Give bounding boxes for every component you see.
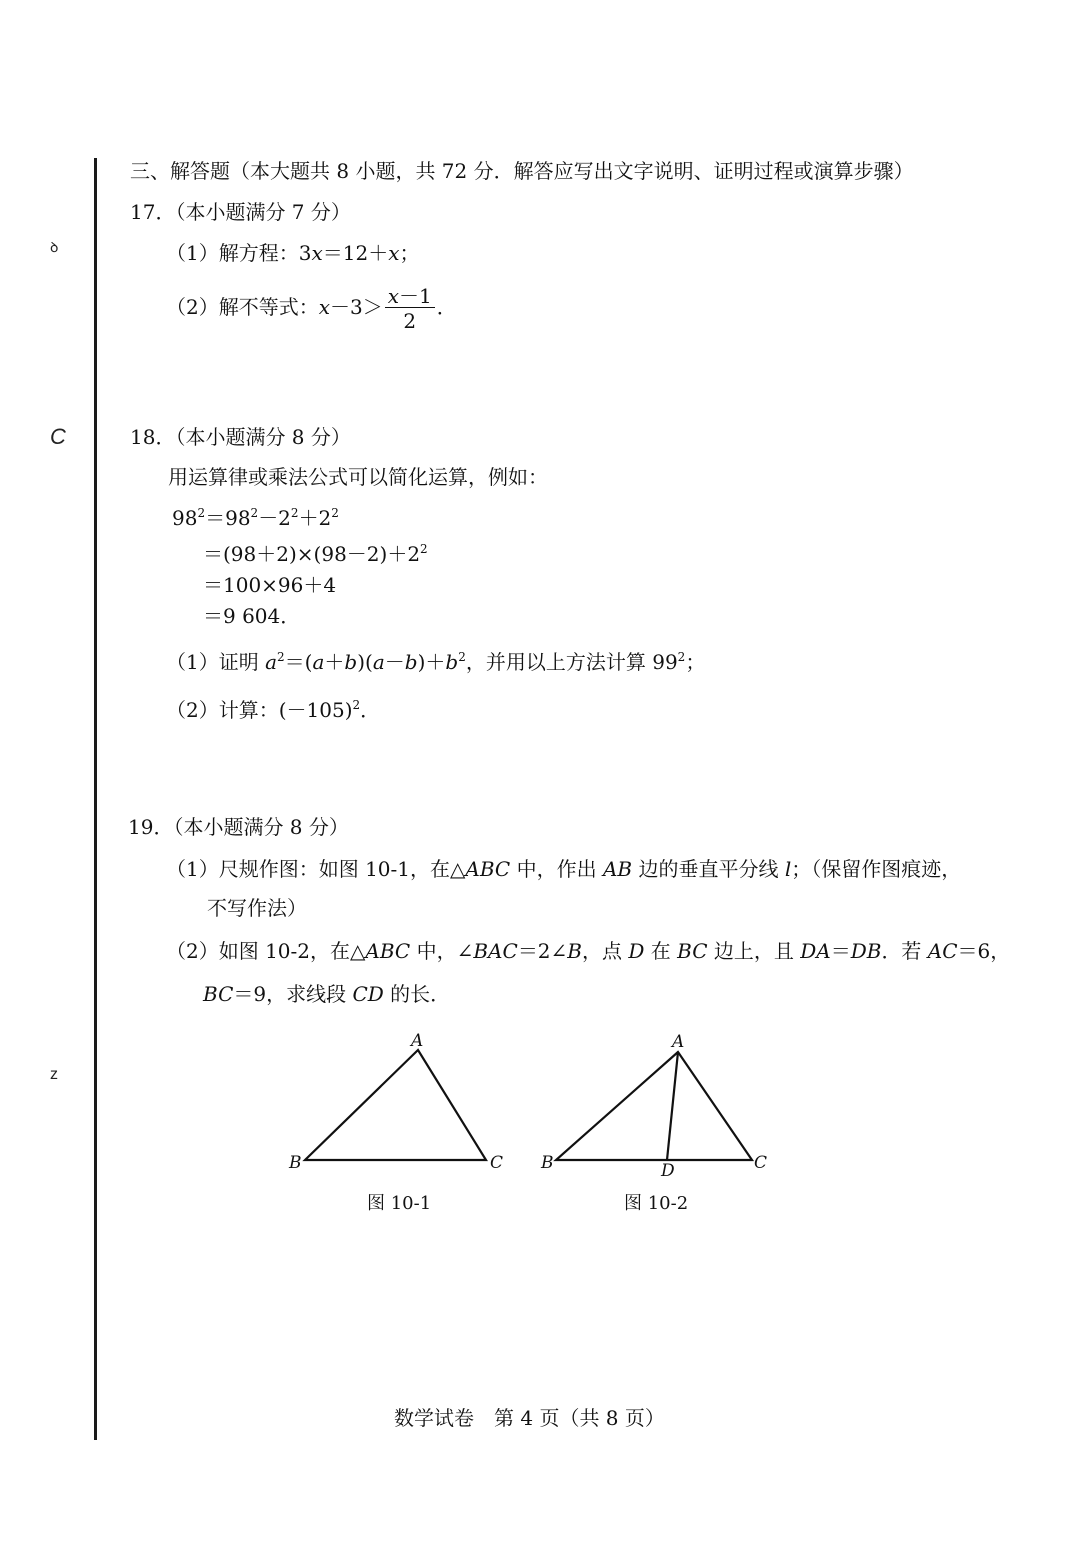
q19-part1-line1: （1）尺规作图：如图 10-1，在△ABC 中，作出 AB 边的垂直平分线 l；（保留作图痕迹， bbox=[166, 857, 962, 881]
fig1-label-b: B bbox=[289, 1153, 302, 1173]
fig2-label-a: A bbox=[672, 1032, 685, 1052]
fig2-caption: 图 10-2 bbox=[624, 1193, 689, 1214]
section-header: 三、解答题（本大题共 8 小题，共 72 分．解答应写出文字说明、证明过程或演算步骤） bbox=[130, 159, 914, 183]
q19-heading: 19．（本小题满分 8 分） bbox=[128, 815, 349, 839]
figure-10-2 bbox=[540, 1032, 767, 1181]
margin-mark-1: ꝺ bbox=[50, 239, 59, 255]
fraction: $\frac{x-1}{2}$ bbox=[385, 286, 435, 331]
q18-step-4: ＝9 604． bbox=[203, 604, 301, 628]
segment-ad bbox=[667, 1052, 678, 1160]
q18-step-2: $=(98+2)\times(98-2)+2^2$ bbox=[203, 542, 428, 566]
fig1-caption: 图 10-1 bbox=[367, 1193, 432, 1214]
figure-10-1 bbox=[288, 1031, 503, 1173]
q17-part2: （2）解不等式：x－3＞ $\frac{x-1}{2}$ ． bbox=[166, 284, 457, 333]
q19-part2-line1: （2）如图 10-2，在△ABC 中，∠BAC＝2∠B，点 D 在 BC 边上，且 DA＝DB．若 AC＝6， bbox=[166, 939, 1011, 963]
fig2-label-c: C bbox=[754, 1153, 768, 1173]
q19-part2-line2: BC＝9，求线段 CD 的长． bbox=[203, 982, 451, 1006]
q18-step-3: ＝100×96＋4 bbox=[203, 573, 337, 597]
q18-intro: 用运算律或乘法公式可以简化运算，例如： bbox=[168, 465, 548, 489]
q18-heading: 18．（本小题满分 8 分） bbox=[130, 425, 351, 449]
margin-mark-3: z bbox=[50, 1066, 58, 1083]
fig2-label-d: D bbox=[661, 1161, 675, 1181]
margin-mark-2: C bbox=[50, 424, 66, 449]
page-footer: 数学试卷 第 4 页（共 8 页） bbox=[394, 1406, 665, 1430]
fig1-label-c: C bbox=[490, 1153, 504, 1173]
triangle-abc-1 bbox=[305, 1050, 486, 1160]
q19-part1-line2: 不写作法） bbox=[207, 896, 307, 920]
q18-part2: （2）计算：$(-105)^2$． bbox=[166, 698, 381, 722]
triangle-abc-2 bbox=[556, 1052, 752, 1160]
q18-step-1: $98^2=98^2-2^2+2^2$ bbox=[172, 506, 339, 530]
fig1-label-a: A bbox=[411, 1031, 424, 1051]
q17-part1: （1）解方程：3x＝12＋x； bbox=[166, 241, 420, 265]
q17-heading: 17．（本小题满分 7 分） bbox=[130, 200, 351, 224]
fig2-label-b: B bbox=[541, 1153, 554, 1173]
q18-part1: （1）证明 $a^2=(a+b)(a-b)+b^2$，并用以上方法计算 $99^2$； bbox=[166, 650, 706, 674]
